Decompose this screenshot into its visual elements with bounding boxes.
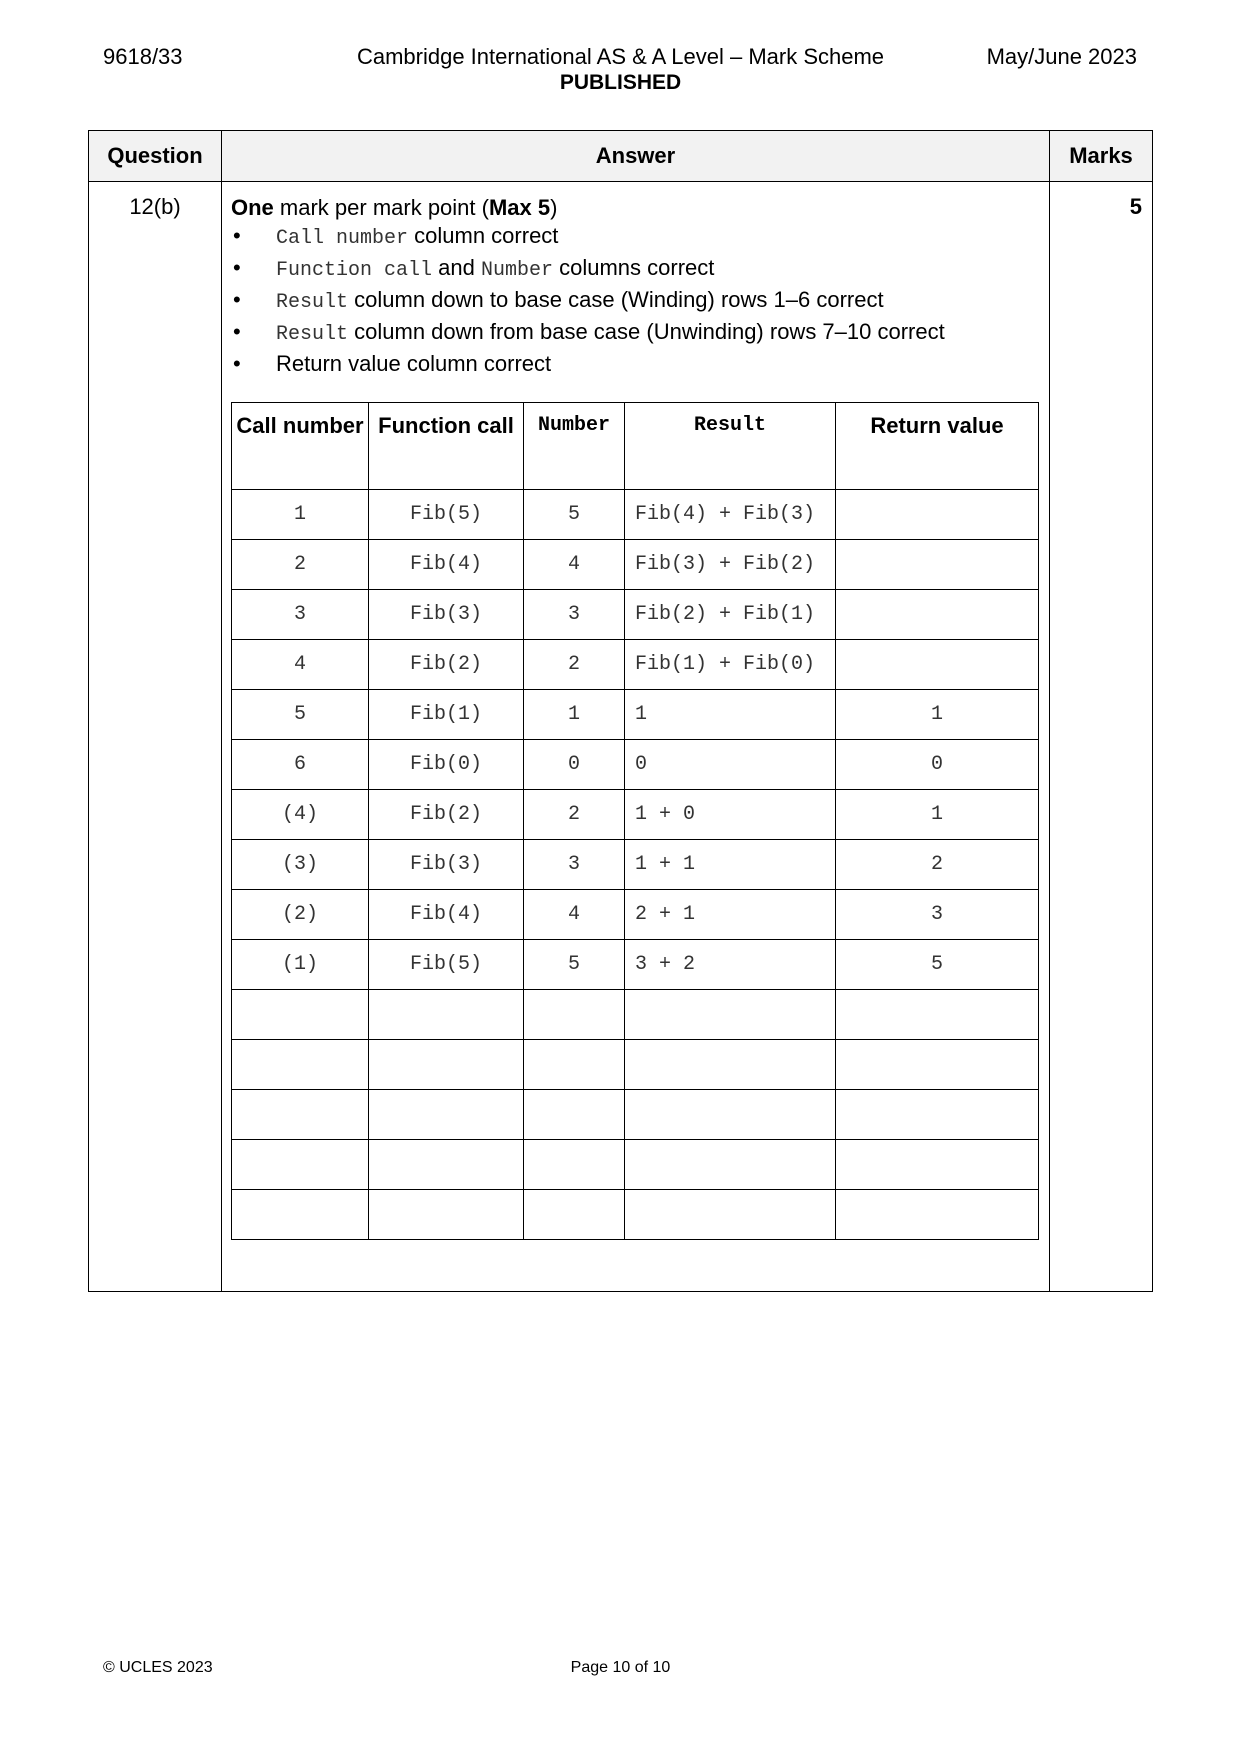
- answer-header: Answer: [222, 131, 1050, 182]
- result-cell: [625, 1190, 836, 1240]
- function-call-cell: [369, 1090, 524, 1140]
- result-cell: [625, 990, 836, 1040]
- function-call-cell: Fib(3): [369, 590, 524, 640]
- function-call-cell: Fib(0): [369, 740, 524, 790]
- marks-header: Marks: [1050, 131, 1153, 182]
- mark-point: • Result column down to base case (Winding) rows 1–6 correct: [231, 285, 1041, 317]
- result-cell: [625, 1040, 836, 1090]
- number-cell: [524, 1040, 625, 1090]
- function-call-cell: Fib(5): [369, 940, 524, 990]
- return-value-cell: [836, 490, 1039, 540]
- function-call-cell: Fib(2): [369, 640, 524, 690]
- number-cell: 4: [524, 540, 625, 590]
- mark-scheme-table: [88, 130, 1153, 1292]
- call-number-cell: (3): [232, 840, 369, 890]
- return-value-cell: [836, 1040, 1039, 1090]
- function-call-cell: Fib(5): [369, 490, 524, 540]
- return-value-cell: 0: [836, 740, 1039, 790]
- call-number-cell: 6: [232, 740, 369, 790]
- result-cell: 3 + 2: [625, 940, 836, 990]
- function-call-cell: Fib(2): [369, 790, 524, 840]
- return-value-cell: [836, 1140, 1039, 1190]
- call-number-cell: (4): [232, 790, 369, 840]
- table-row: [232, 640, 1039, 690]
- return-value-cell: [836, 1190, 1039, 1240]
- call-number-cell: [232, 1190, 369, 1240]
- result-cell: Fib(1) + Fib(0): [625, 640, 836, 690]
- function-call-cell: [369, 990, 524, 1040]
- return-value-cell: 2: [836, 840, 1039, 890]
- function-call-cell: Fib(1): [369, 690, 524, 740]
- question-number: 12(b): [89, 182, 222, 1292]
- table-row: [232, 840, 1039, 890]
- call-number-cell: 5: [232, 690, 369, 740]
- answer-cell: [222, 182, 1050, 1292]
- document-title: Cambridge International AS & A Level – Mark Scheme: [356, 44, 885, 69]
- number-cell: [524, 990, 625, 1040]
- paper-code: 9618/33: [103, 44, 183, 69]
- mark-point: • Call number column correct: [231, 221, 1041, 253]
- table-row: [232, 1090, 1039, 1140]
- number-cell: [524, 1190, 625, 1240]
- result-cell: 2 + 1: [625, 890, 836, 940]
- result-cell: 1 + 1: [625, 840, 836, 890]
- call-number-cell: [232, 1140, 369, 1190]
- call-number-cell: 4: [232, 640, 369, 690]
- return-value-cell: [836, 1090, 1039, 1140]
- return-value-header: Return value: [836, 403, 1039, 490]
- return-value-cell: [836, 540, 1039, 590]
- return-value-cell: 1: [836, 790, 1039, 840]
- call-number-cell: 3: [232, 590, 369, 640]
- function-call-cell: [369, 1140, 524, 1190]
- table-row: [232, 1040, 1039, 1090]
- number-cell: [524, 1140, 625, 1190]
- result-cell: Fib(3) + Fib(2): [625, 540, 836, 590]
- return-value-cell: 5: [836, 940, 1039, 990]
- result-header: Result: [625, 403, 836, 490]
- page-number: Page 10 of 10: [570, 1659, 671, 1676]
- published-label: PUBLISHED: [559, 71, 682, 94]
- call-number-cell: 1: [232, 490, 369, 540]
- table-row: [232, 990, 1039, 1040]
- call-number-cell: [232, 1090, 369, 1140]
- result-cell: Fib(4) + Fib(3): [625, 490, 836, 540]
- number-cell: [524, 1090, 625, 1140]
- number-cell: 2: [524, 640, 625, 690]
- table-row: [232, 790, 1039, 840]
- number-cell: 2: [524, 790, 625, 840]
- table-row: [232, 590, 1039, 640]
- function-call-header: Function call: [369, 403, 524, 490]
- function-call-cell: [369, 1190, 524, 1240]
- number-cell: 1: [524, 690, 625, 740]
- mark-point: • Result column down from base case (Unwinding) rows 7–10 correct: [231, 317, 1041, 349]
- return-value-cell: 1: [836, 690, 1039, 740]
- mark-points-list: [231, 221, 1041, 378]
- number-cell: 5: [524, 490, 625, 540]
- return-value-cell: 3: [836, 890, 1039, 940]
- result-cell: 1: [625, 690, 836, 740]
- number-cell: 3: [524, 840, 625, 890]
- number-cell: 3: [524, 590, 625, 640]
- number-cell: 4: [524, 890, 625, 940]
- call-number-cell: (1): [232, 940, 369, 990]
- call-number-header: Call number: [232, 403, 369, 490]
- call-number-cell: (2): [232, 890, 369, 940]
- table-row: [232, 490, 1039, 540]
- number-cell: 0: [524, 740, 625, 790]
- mark-instruction: One mark per mark point (Max 5): [231, 195, 558, 220]
- result-cell: 1 + 0: [625, 790, 836, 840]
- return-value-cell: [836, 990, 1039, 1040]
- function-call-cell: Fib(4): [369, 540, 524, 590]
- call-number-cell: [232, 990, 369, 1040]
- number-cell: 5: [524, 940, 625, 990]
- marks-value: 5: [1050, 182, 1153, 1292]
- function-call-cell: Fib(3): [369, 840, 524, 890]
- table-row: [232, 690, 1039, 740]
- return-value-cell: [836, 590, 1039, 640]
- question-header: Question: [89, 131, 222, 182]
- return-value-cell: [836, 640, 1039, 690]
- mark-point: • Return value column correct: [231, 349, 1041, 378]
- table-row: [232, 540, 1039, 590]
- call-number-cell: [232, 1040, 369, 1090]
- function-call-cell: Fib(4): [369, 890, 524, 940]
- number-header: Number: [524, 403, 625, 490]
- exam-session: May/June 2023: [986, 44, 1137, 69]
- result-cell: [625, 1140, 836, 1190]
- table-row: [232, 740, 1039, 790]
- trace-table: [231, 402, 1039, 1240]
- result-cell: Fib(2) + Fib(1): [625, 590, 836, 640]
- function-call-cell: [369, 1040, 524, 1090]
- copyright: © UCLES 2023: [103, 1659, 213, 1676]
- table-row: [232, 1140, 1039, 1190]
- call-number-cell: 2: [232, 540, 369, 590]
- table-row: [232, 1190, 1039, 1240]
- mark-point: • Function call and Number columns correct: [231, 253, 1041, 285]
- table-row: [232, 890, 1039, 940]
- result-cell: 0: [625, 740, 836, 790]
- table-row: [232, 940, 1039, 990]
- result-cell: [625, 1090, 836, 1140]
